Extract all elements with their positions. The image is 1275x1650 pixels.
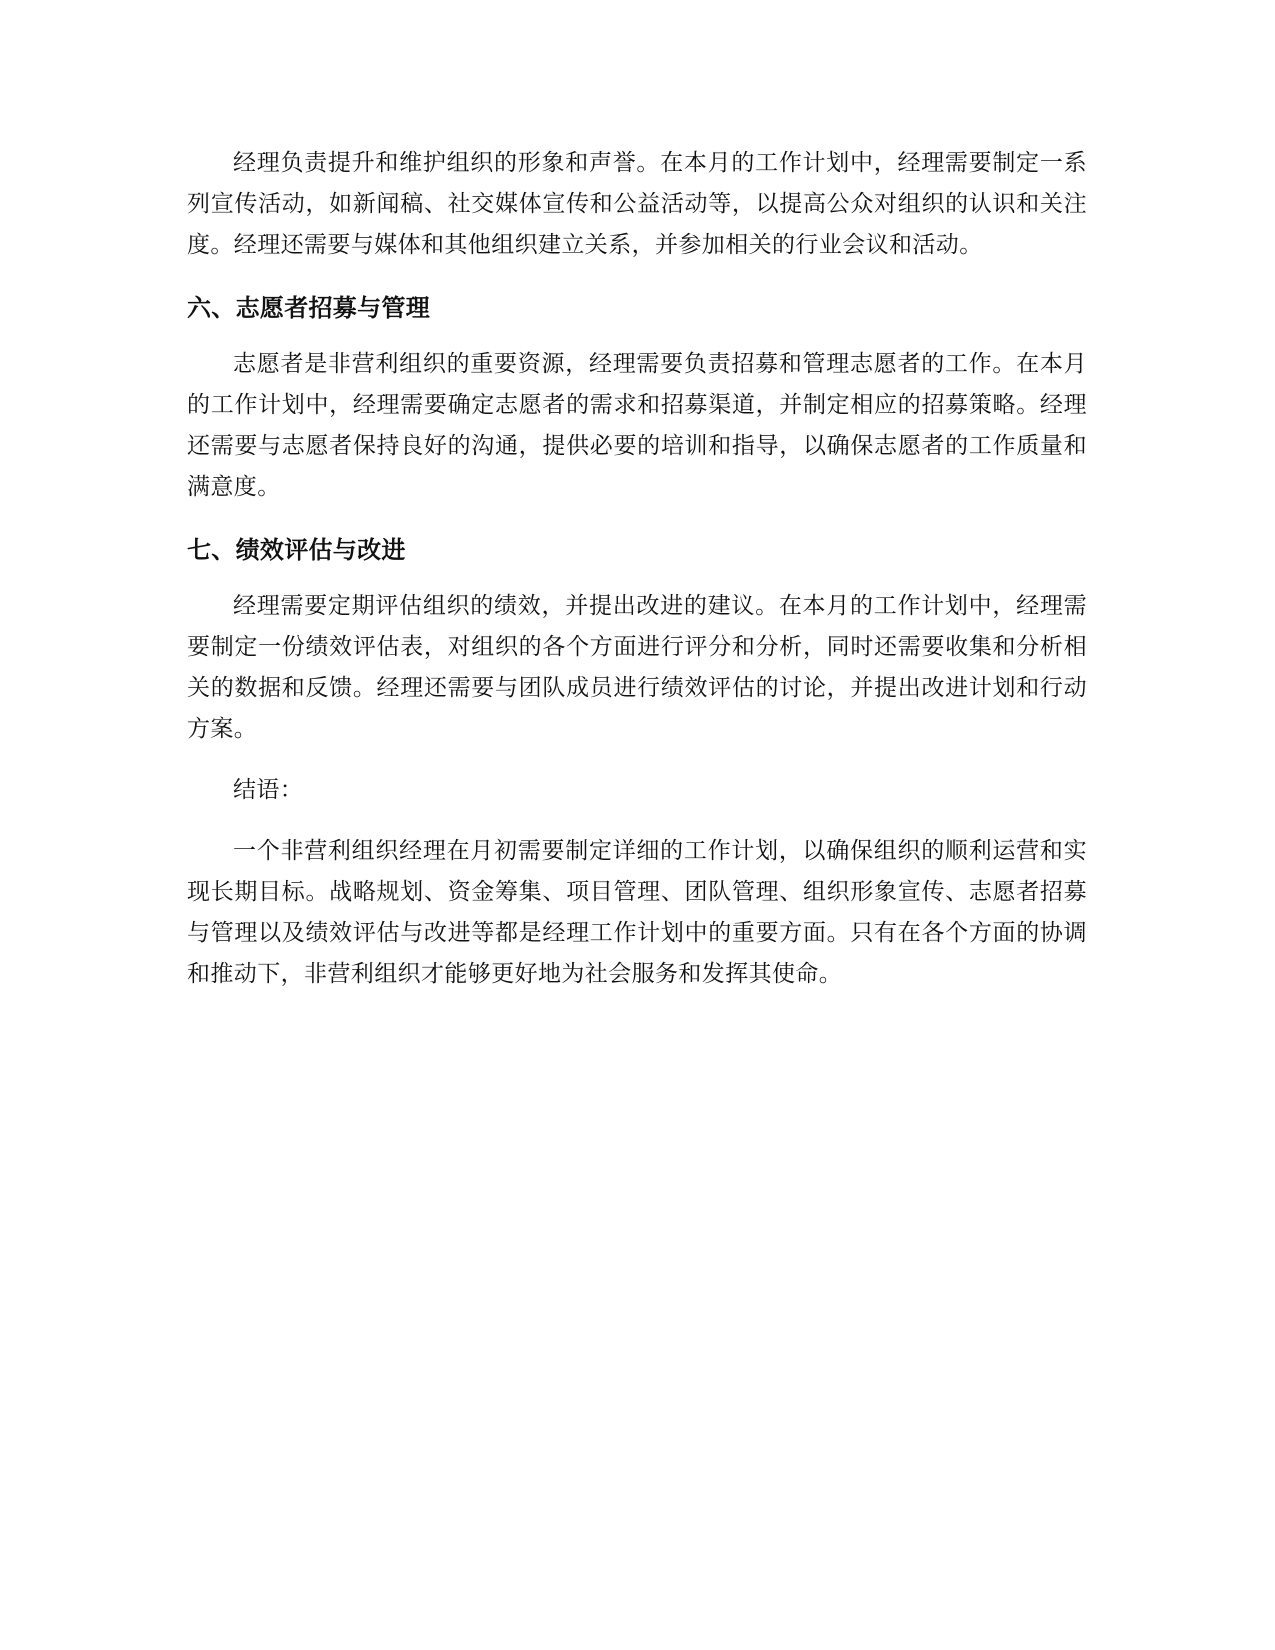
section-7-heading: 七、绩效评估与改进 — [187, 536, 406, 564]
document-body — [187, 143, 1087, 995]
intro-paragraph: 经理负责提升和维护组织的形象和声誉。在本月的工作计划中，经理需要制定一系列宣传活动，如新闻稿、社交媒体宣传和公益活动等，以提高公众对组织的认识和关注度。经理还需要与媒体和其他组织建立关系，并参加相关的行业会议和活动。 — [187, 150, 1087, 258]
conclusion-paragraph: 一个非营利组织经理在月初需要制定详细的工作计划，以确保组织的顺利运营和实现长期目标。战略规划、资金筹集、项目管理、团队管理、组织形象宣传、志愿者招募与管理以及绩效评估与改进等都是经理工作计划中的重要方面。只有在各个方面的协调和推动下，非营利组织才能够更好地为社会服务和发挥其使命。 — [187, 838, 1087, 987]
section-6-heading: 六、志愿者招募与管理 — [187, 294, 430, 322]
conclusion-label: 结语： — [233, 777, 304, 803]
section-6-paragraph: 志愿者是非营利组织的重要资源，经理需要负责招募和管理志愿者的工作。在本月的工作计划中，经理需要确定志愿者的需求和招募渠道，并制定相应的招募策略。经理还需要与志愿者保持良好的沟通，提供必要的培训和指导，以确保志愿者的工作质量和满意度。 — [187, 351, 1087, 500]
section-7-paragraph: 经理需要定期评估组织的绩效，并提出改进的建议。在本月的工作计划中，经理需要制定一份绩效评估表，对组织的各个方面进行评分和分析，同时还需要收集和分析相关的数据和反馈。经理还需要与团队成员进行绩效评估的讨论，并提出改进计划和行动方案。 — [187, 593, 1087, 742]
